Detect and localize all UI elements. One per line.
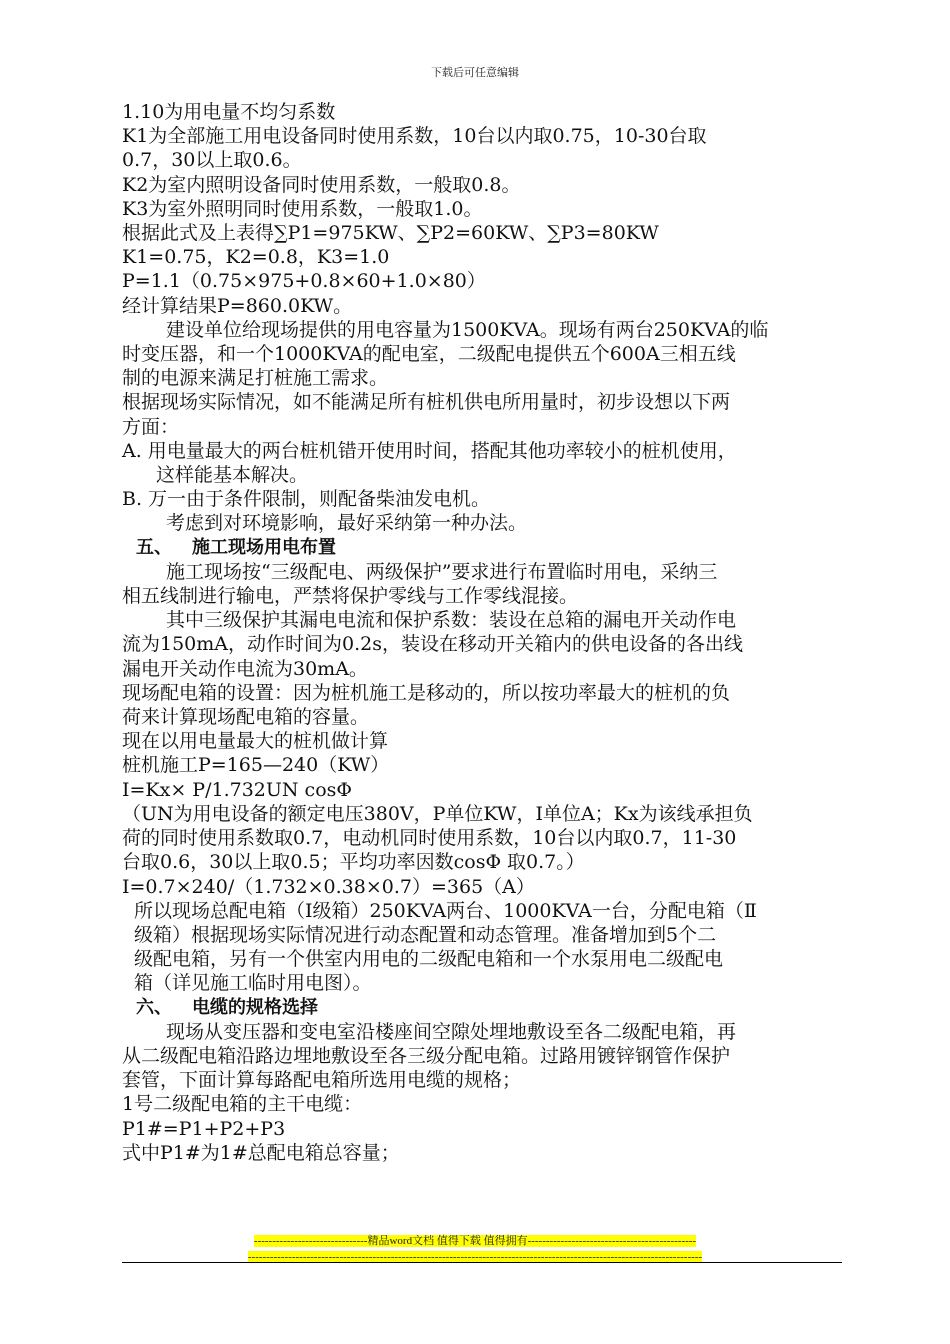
text-line: 台取0.6，30以上取0.5；平均功率因数cosΦ 取0.7。） (122, 851, 585, 874)
text-line: 从二级配电箱沿路边埋地敷设至各三级分配电箱。过路用镀锌钢管作保护 (122, 1044, 731, 1067)
text-line: 现场配电箱的设置：因为桩机施工是移动的，所以按功率最大的桩机的负 (122, 681, 731, 704)
text-line: K1为全部施工用电设备同时使用系数，10台以内取0.75，10-30台取 (122, 125, 707, 148)
text-line: 现在以用电量最大的桩机做计算 (122, 730, 389, 753)
text-line: K2为室内照明设备同时使用系数，一般取0.8。 (122, 173, 521, 196)
text-line: 1.10为用电量不均匀系数 (122, 101, 336, 123)
text-line: 相五线制进行输电，严禁将保护零线与工作零线混接。 (122, 585, 579, 608)
text-line: 其中三级保护其漏电电流和保护系数：装设在总箱的漏电开关动作电 (166, 609, 737, 632)
text-line: 1号二级配电箱的主干电缆： (122, 1093, 363, 1116)
text-line: 时变压器，和一个1000KVA的配电室，二级配电提供五个600A三相五线 (122, 343, 736, 366)
formula-line: I=0.7×240/（1.732×0.38×0.7）=365（A） (122, 875, 535, 898)
footer-rule (122, 1262, 842, 1263)
section-heading-6 (122, 996, 842, 1020)
section-title: 电缆的规格选择 (192, 996, 318, 1018)
text-line: 考虑到对环境影响，最好采纳第一种办法。 (166, 512, 528, 535)
text-line: P=1.1（0.75×975+0.8×60+1.0×80） (122, 270, 486, 293)
footer-dashes-text: ---------------------------------------------------------------------------------------------------------------------------- (247, 1251, 703, 1263)
footer-banner-text: -------------------------------精品word文档 值得下载 值得拥有---------------------------------------------- (253, 1235, 697, 1247)
text-line: 级箱）根据现场实际情况进行动态配置和动态管理。准备增加到5个二 (134, 923, 717, 946)
text-line: 所以现场总配电箱（Ⅰ级箱）250KVA两台、1000KVA一台，分配电箱（Ⅱ (134, 899, 757, 922)
text-line: K3为室外照明同时使用系数，一般取1.0。 (122, 197, 483, 220)
text-line: 式中P1#为1#总配电箱总容量； (122, 1141, 400, 1164)
formula-line: P1#=P1+P2+P3 (122, 1117, 286, 1140)
text-line: 制的电源来满足打桩施工需求。 (122, 367, 389, 390)
text-line: 漏电开关动作电流为30mA。 (122, 657, 368, 680)
section-title: 施工现场用电布置 (192, 536, 336, 558)
text-line: 建设单位给现场提供的用电容量为1500KVA。现场有两台250KVA的临 (166, 318, 769, 341)
text-line: 现场从变压器和变电室沿楼座间空隙处埋地敷设至各二级配电箱，再 (166, 1020, 737, 1043)
list-item-a: A. 用电量最大的两台桩机错开使用时间，搭配其他功率较小的桩机使用， (122, 439, 737, 462)
formula-line: I=Kx× P/1.732UN cosΦ (122, 778, 352, 801)
text-line: 箱（详见施工临时用电图）。 (134, 972, 372, 995)
text-line: 施工现场按“三级配电、两级保护”要求进行布置临时用电，采纳三 (166, 560, 718, 583)
text-line: 经计算结果P=860.0KW。 (122, 294, 353, 317)
document-body (122, 100, 842, 1165)
text-line: K1=0.75，K2=0.8，K3=1.0 (122, 246, 390, 269)
list-item-a-cont: 这样能基本解决。 (156, 464, 309, 487)
text-line: 根据现场实际情况，如不能满足所有桩机供电所用量时，初步设想以下两 (122, 391, 731, 414)
section-heading-5 (122, 536, 842, 560)
text-line: 流为150mA，动作时间为0.2s，装设在移动开关箱内的供电设备的各出线 (122, 633, 743, 656)
section-number: 六、 (136, 996, 172, 1018)
text-line: 根据此式及上表得∑P1=975KW、∑P2=60KW、∑P3=80KW (122, 222, 659, 245)
text-line: 0.7，30以上取0.6。 (122, 149, 302, 172)
text-line: 方面： (122, 415, 180, 438)
text-line: 桩机施工P=165—240（KW） (122, 754, 390, 777)
page-header-note: 下载后可任意编辑 (431, 66, 519, 79)
section-number: 五、 (136, 536, 172, 558)
text-line: 荷来计算现场配电箱的容量。 (122, 706, 370, 729)
text-line: 级配电箱，另有一个供室内用电的二级配电箱和一个水泵用电二级配电 (134, 948, 724, 971)
text-line: 荷的同时使用系数取0.7，电动机同时使用系数，10台以内取0.7，11-30 (122, 827, 737, 850)
list-item-b: B. 万一由于条件限制，则配备柴油发电机。 (122, 488, 491, 511)
text-line: （UN为用电设备的额定电压380V，P单位KW，I单位A；Kx为该线承担负 (122, 802, 753, 825)
text-line: 套管，下面计算每路配电箱所选用电缆的规格； (122, 1069, 522, 1092)
